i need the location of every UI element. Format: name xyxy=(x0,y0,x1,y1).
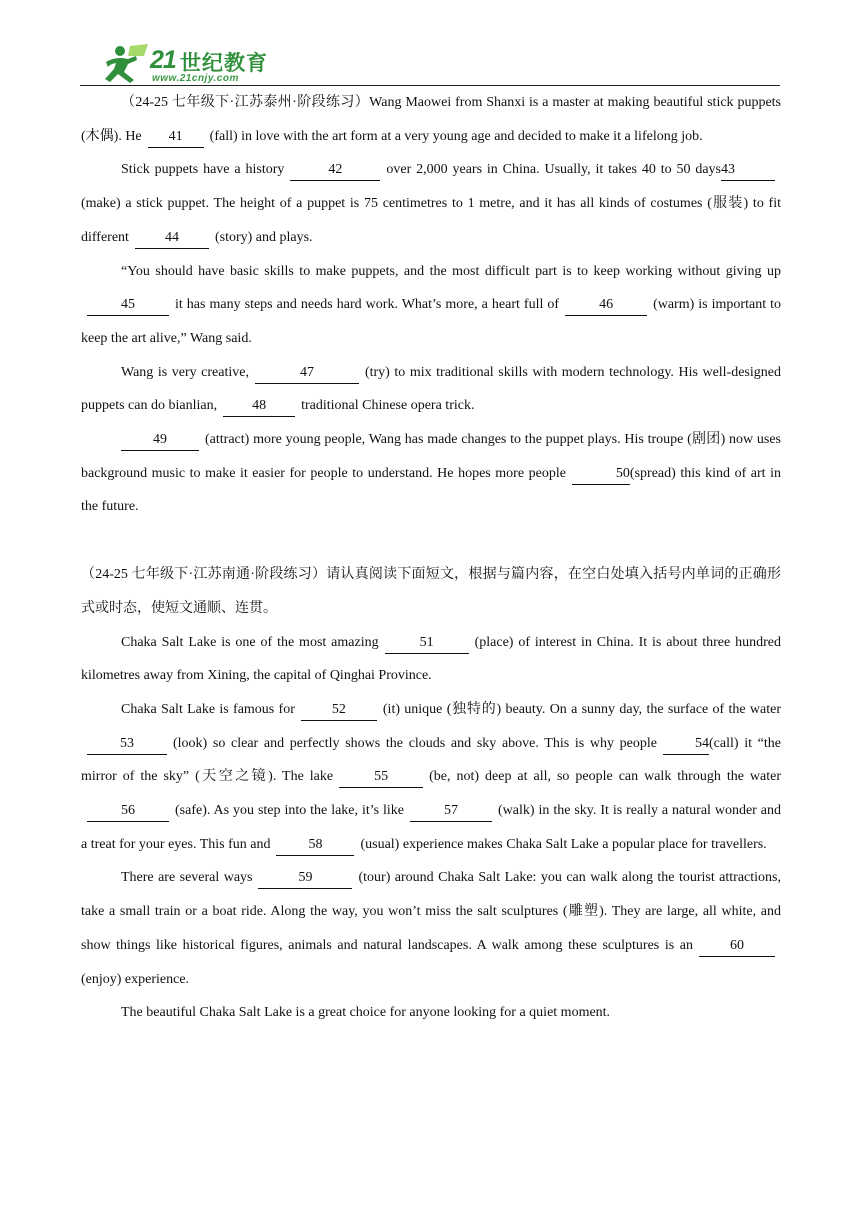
blank-43: 43 xyxy=(721,160,775,181)
text: (call) it “the mirror of the sky” (天空之镜). The lake xyxy=(81,735,781,785)
text: (spread) this kind of art in the future. xyxy=(81,465,782,515)
logo-url: www.21cnjy.com xyxy=(152,73,239,84)
blank-55: 55 xyxy=(339,767,423,788)
text: (place) of interest in China. It is about three hundred kilometres away from Xining, the capital of Qinghai Province. xyxy=(81,634,781,684)
p2-intro xyxy=(81,558,781,625)
blank-51: 51 xyxy=(385,633,469,654)
text: “You should have basic skills to make puppets, and the most difficult part is to keep working without giving up xyxy=(121,263,781,279)
text: （24-25 七年级下·江苏南通·阶段练习）请认真阅读下面短文，根据与篇内容，在空白处填入括号内单词的正确形式或时态，使短文通顺、连贯。 xyxy=(81,567,781,616)
p1-paragraph-3 xyxy=(81,255,781,356)
blank-45: 45 xyxy=(87,295,169,316)
blank-48: 48 xyxy=(223,396,295,417)
p1-paragraph-1 xyxy=(81,86,781,153)
text: (usual) experience makes Chaka Salt Lake a popular place for travellers. xyxy=(360,836,767,852)
blank-53: 53 xyxy=(87,734,167,755)
text: Stick puppets have a history xyxy=(121,162,285,178)
blank-54: 54 xyxy=(663,734,709,755)
text: (warm) is important to keep the art alive,” Wang said. xyxy=(81,297,781,346)
p2-paragraph-4 xyxy=(81,996,781,1030)
blank-57: 57 xyxy=(410,801,492,822)
runner-logo-icon xyxy=(100,42,152,84)
text: (tour) around Chaka Salt Lake: you can walk along the tourist attractions, take a small train or a boat ride. Along the way, you won’t miss the salt sculptures (雕塑). They are large, all white, and show things like historical figures, animals and natural landscapes. A walk among these sculptures is an xyxy=(81,870,781,953)
text: (be, not) deep at all, so people can walk through the water xyxy=(429,769,781,785)
text: (make) a stick puppet. The height of a puppet is 75 centimetres to 1 metre, and it has all kinds of costumes (服装) to fit different xyxy=(81,196,781,245)
blank-56: 56 xyxy=(87,801,169,822)
blank-42: 42 xyxy=(290,160,380,181)
p1-paragraph-5 xyxy=(81,423,781,524)
p2-paragraph-2 xyxy=(81,693,781,862)
text: (enjoy) experience. xyxy=(81,971,190,987)
p1-paragraph-4 xyxy=(81,356,781,423)
p2-paragraph-1 xyxy=(81,626,781,693)
text: Wang is very creative, xyxy=(121,364,249,380)
blank-44: 44 xyxy=(135,228,209,249)
text: (look) so clear and perfectly shows the clouds and sky above. This is why people xyxy=(173,735,657,751)
blank-47: 47 xyxy=(255,363,359,384)
text: (walk) in the sky. It is really a natural wonder and a treat for your eyes. This fun and xyxy=(81,803,781,852)
blank-50: 50 xyxy=(572,464,630,485)
text: over 2,000 years in China. Usually, it takes 40 to 50 days xyxy=(386,162,721,178)
text: The beautiful Chaka Salt Lake is a great choice for anyone looking for a quiet moment. xyxy=(121,1005,611,1021)
text: Chaka Salt Lake is famous for xyxy=(121,701,295,717)
p1-paragraph-2 xyxy=(81,153,781,254)
document-body xyxy=(81,86,781,1030)
text: There are several ways xyxy=(121,870,253,886)
text: (safe). As you step into the lake, it’s like xyxy=(175,803,405,819)
logo-number: 21 xyxy=(150,46,176,74)
text: (try) to mix traditional skills with modern technology. His well-designed puppets can do bianlian, xyxy=(81,364,781,414)
p2-paragraph-3 xyxy=(81,861,781,996)
text: （24-25 七年级下·江苏泰州·阶段练习）Wang Maowei from Shanxi is a master at making beautiful stick puppets (木偶). He xyxy=(81,95,781,144)
text: Chaka Salt Lake is one of the most amazing xyxy=(121,634,379,650)
logo-chinese-text: 世纪教育 xyxy=(180,51,268,75)
text: (story) and plays. xyxy=(214,229,313,245)
page-header xyxy=(80,40,780,86)
brand-logo xyxy=(100,42,300,86)
blank-46: 46 xyxy=(565,295,647,316)
text: (fall) in love with the art form at a very young age and decided to make it a lifelong job. xyxy=(209,128,703,144)
text: (it) unique (独特的) beauty. On a sunny day, the surface of the water xyxy=(382,701,782,717)
text: it has many steps and needs hard work. What’s more, a heart full of xyxy=(175,297,560,313)
blank-60: 60 xyxy=(699,936,775,957)
blank-58: 58 xyxy=(276,835,354,856)
blank-52: 52 xyxy=(301,700,377,721)
blank-49: 49 xyxy=(121,430,199,451)
blank-59: 59 xyxy=(258,868,352,889)
text: (attract) more young people, Wang has made changes to the puppet plays. His troupe (剧团) now uses background music to make it easier for people to understand. He hopes more people xyxy=(81,432,781,481)
text: traditional Chinese opera trick. xyxy=(301,398,475,414)
blank-41: 41 xyxy=(148,127,204,148)
